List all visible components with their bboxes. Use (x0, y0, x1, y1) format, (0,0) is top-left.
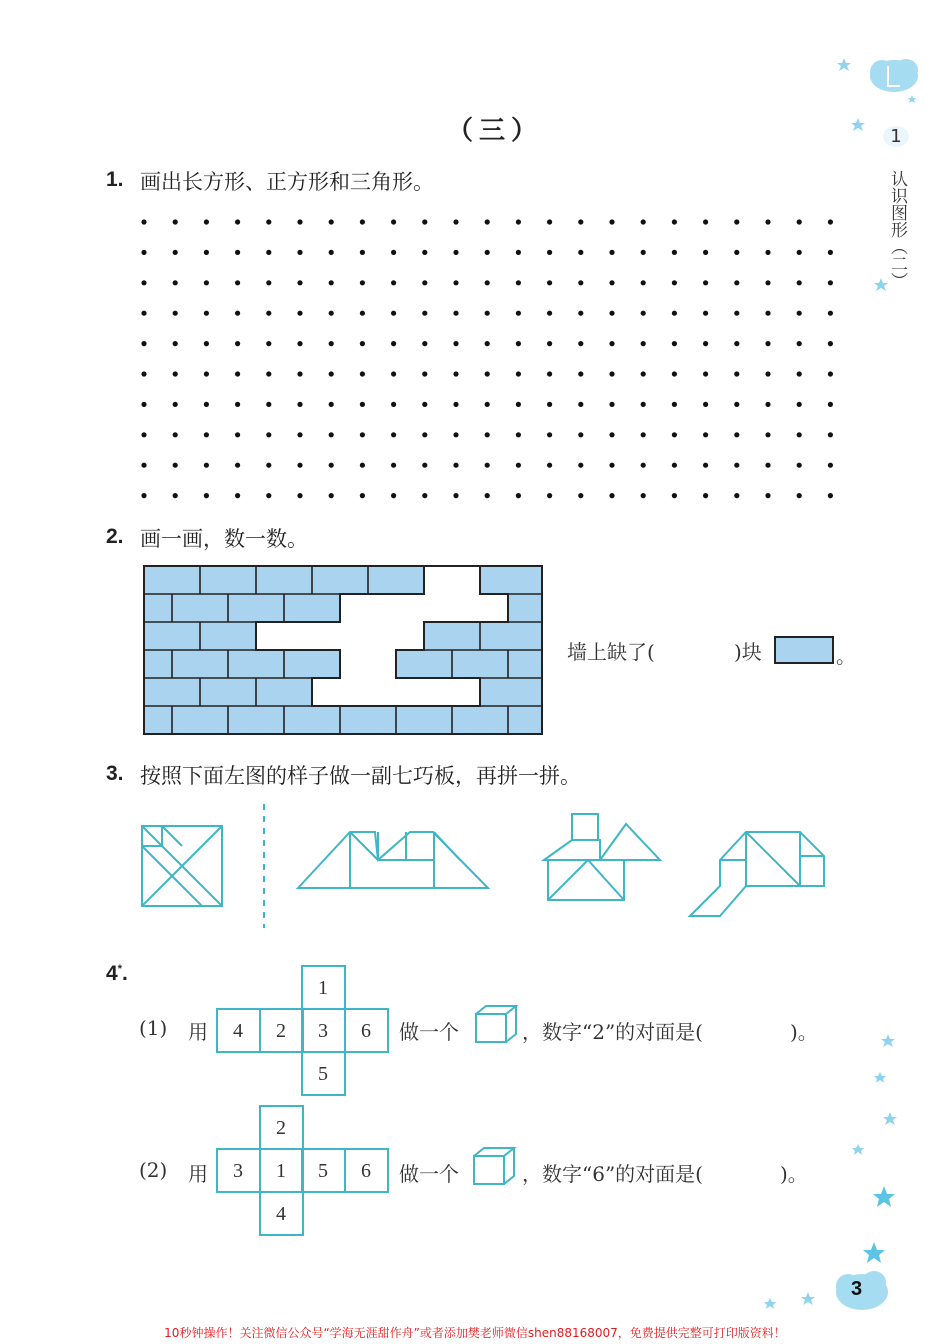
grid-dot[interactable] (204, 432, 209, 437)
grid-dot[interactable] (204, 402, 209, 407)
tangram-figures (130, 800, 850, 935)
grid-dot[interactable] (266, 493, 271, 498)
grid-dot[interactable] (235, 402, 240, 407)
grid-dot[interactable] (578, 250, 583, 255)
cloud-icon (870, 59, 918, 92)
grid-dot[interactable] (360, 311, 365, 316)
grid-dot[interactable] (765, 280, 770, 285)
grid-dot[interactable] (578, 463, 583, 468)
grid-dot[interactable] (641, 280, 646, 285)
grid-dot[interactable] (547, 463, 552, 468)
grid-dot[interactable] (453, 371, 458, 376)
grid-dot[interactable] (641, 432, 646, 437)
grid-dot[interactable] (672, 432, 677, 437)
grid-dot[interactable] (578, 371, 583, 376)
grid-dot[interactable] (141, 341, 146, 346)
bottom-decoration (750, 1020, 950, 1320)
grid-dot[interactable] (547, 311, 552, 316)
net2-top: 2 (276, 1117, 286, 1139)
grid-dot[interactable] (453, 402, 458, 407)
grid-dot[interactable] (734, 280, 739, 285)
grid-dot[interactable] (516, 341, 521, 346)
grid-dot[interactable] (765, 402, 770, 407)
grid-dot[interactable] (609, 432, 614, 437)
q2-answer-prefix: 墙上缺了( (567, 640, 655, 664)
grid-dot[interactable] (703, 219, 708, 224)
grid-dot[interactable] (360, 250, 365, 255)
grid-dot[interactable] (765, 250, 770, 255)
net2-row-3: 6 (361, 1160, 371, 1182)
grid-dot[interactable] (516, 280, 521, 285)
grid-dot[interactable] (485, 280, 490, 285)
grid-dot[interactable] (547, 250, 552, 255)
grid-dot[interactable] (641, 341, 646, 346)
grid-dot[interactable] (141, 493, 146, 498)
grid-dot[interactable] (672, 371, 677, 376)
tangram-square (142, 826, 222, 906)
grid-dot[interactable] (235, 371, 240, 376)
grid-dot[interactable] (360, 219, 365, 224)
grid-dot[interactable] (485, 219, 490, 224)
q4-p2-make: 做一个 (399, 1162, 459, 1186)
grid-dot[interactable] (734, 341, 739, 346)
grid-dot[interactable] (235, 432, 240, 437)
grid-dot[interactable] (297, 493, 302, 498)
grid-dot[interactable] (516, 402, 521, 407)
grid-dot[interactable] (672, 493, 677, 498)
grid-dot[interactable] (703, 280, 708, 285)
q4-p1-make: 做一个 (399, 1020, 459, 1044)
grid-dot[interactable] (173, 371, 178, 376)
grid-dot[interactable] (797, 219, 802, 224)
q4-number (106, 962, 128, 986)
q4-p1-net (216, 964, 392, 1098)
grid-dot[interactable] (422, 250, 427, 255)
grid-dot[interactable] (453, 219, 458, 224)
grid-dot[interactable] (453, 432, 458, 437)
grid-dot[interactable] (204, 219, 209, 224)
grid-dot[interactable] (609, 341, 614, 346)
grid-dot[interactable] (485, 463, 490, 468)
grid-dot[interactable] (578, 493, 583, 498)
grid-dot[interactable] (828, 463, 833, 468)
net1-row-1: 2 (276, 1020, 286, 1042)
grid-dot[interactable] (204, 311, 209, 316)
grid-dot[interactable] (516, 493, 521, 498)
grid-dot[interactable] (485, 402, 490, 407)
grid-dot[interactable] (765, 341, 770, 346)
grid-dot[interactable] (360, 341, 365, 346)
grid-dot[interactable] (422, 311, 427, 316)
grid-dot[interactable] (360, 280, 365, 285)
grid-dot[interactable] (578, 432, 583, 437)
grid-dot[interactable] (578, 402, 583, 407)
grid-dot[interactable] (765, 311, 770, 316)
grid-dot[interactable] (141, 250, 146, 255)
grid-dot[interactable] (329, 250, 334, 255)
grid-dot[interactable] (641, 250, 646, 255)
net1-top: 1 (318, 977, 328, 999)
grid-dot[interactable] (204, 371, 209, 376)
grid-dot[interactable] (297, 250, 302, 255)
dot-grid (130, 208, 850, 508)
grid-dot[interactable] (235, 341, 240, 346)
grid-dot[interactable] (547, 371, 552, 376)
grid-dot[interactable] (485, 341, 490, 346)
cube-icon (472, 1002, 522, 1046)
net1-row-0: 4 (233, 1020, 243, 1042)
grid-dot[interactable] (141, 219, 146, 224)
grid-dot[interactable] (578, 311, 583, 316)
q4-p1-use: 用 (188, 1020, 208, 1044)
unit-number: 1 (883, 126, 909, 147)
grid-dot[interactable] (547, 219, 552, 224)
grid-dot[interactable] (765, 432, 770, 437)
grid-dot[interactable] (204, 463, 209, 468)
grid-dot[interactable] (391, 341, 396, 346)
grid-dot[interactable] (453, 341, 458, 346)
brick-wall (140, 562, 546, 738)
grid-dot[interactable] (547, 432, 552, 437)
grid-dot[interactable] (485, 432, 490, 437)
grid-dot[interactable] (453, 311, 458, 316)
grid-dot[interactable] (734, 219, 739, 224)
grid-dot[interactable] (672, 311, 677, 316)
brick-sample (774, 636, 834, 664)
grid-dot[interactable] (329, 341, 334, 346)
grid-dot[interactable] (516, 250, 521, 255)
grid-dot[interactable] (173, 402, 178, 407)
grid-dot[interactable] (422, 463, 427, 468)
q4-p2-end: )。 (780, 1162, 808, 1186)
net1-row-3: 6 (361, 1020, 371, 1042)
grid-dot[interactable] (578, 280, 583, 285)
grid-dot[interactable] (609, 463, 614, 468)
grid-dot[interactable] (672, 463, 677, 468)
grid-dot[interactable] (703, 250, 708, 255)
grid-dot[interactable] (828, 341, 833, 346)
grid-dot[interactable] (329, 432, 334, 437)
grid-dot[interactable] (828, 493, 833, 498)
grid-dot[interactable] (141, 311, 146, 316)
grid-dot[interactable] (828, 219, 833, 224)
grid-dot[interactable] (391, 280, 396, 285)
footer-notice: 10秒钟操作！关注微信公众号“学海无涯甜作舟”或者添加樊老师微信shen88168007，免费提供完整可打印版资料！ (164, 1326, 786, 1340)
q2-answer-blank[interactable] (672, 636, 734, 662)
grid-dot[interactable] (672, 341, 677, 346)
grid-dot[interactable] (703, 463, 708, 468)
grid-dot[interactable] (828, 280, 833, 285)
grid-dot[interactable] (609, 280, 614, 285)
bridge-figure (298, 832, 488, 888)
grid-dot[interactable] (297, 311, 302, 316)
grid-dot[interactable] (672, 402, 677, 407)
grid-dot[interactable] (360, 493, 365, 498)
q4-dot: . (121, 962, 128, 985)
grid-dot[interactable] (391, 219, 396, 224)
grid-dot[interactable] (422, 493, 427, 498)
grid-dot[interactable] (516, 311, 521, 316)
grid-dot[interactable] (173, 280, 178, 285)
grid-dot[interactable] (797, 311, 802, 316)
grid-dot[interactable] (797, 432, 802, 437)
grid-dot[interactable] (765, 371, 770, 376)
grid-dot[interactable] (703, 432, 708, 437)
grid-dot[interactable] (672, 219, 677, 224)
grid-dot[interactable] (672, 280, 677, 285)
grid-dot[interactable] (641, 402, 646, 407)
grid-dot[interactable] (703, 493, 708, 498)
grid-dot[interactable] (297, 371, 302, 376)
grid-dot[interactable] (235, 250, 240, 255)
grid-dot[interactable] (547, 493, 552, 498)
grid-dot[interactable] (360, 402, 365, 407)
grid-dot[interactable] (297, 341, 302, 346)
q4-star: * (117, 963, 122, 975)
grid-dot[interactable] (485, 493, 490, 498)
grid-dot[interactable] (734, 311, 739, 316)
grid-dot[interactable] (360, 463, 365, 468)
grid-dot[interactable] (609, 219, 614, 224)
net2-row-1: 1 (276, 1160, 286, 1182)
grid-dot[interactable] (204, 250, 209, 255)
grid-dot[interactable] (828, 402, 833, 407)
grid-dot[interactable] (703, 402, 708, 407)
q2-answer-suffix: )块 (734, 640, 762, 664)
grid-dot[interactable] (422, 280, 427, 285)
grid-dot[interactable] (391, 311, 396, 316)
grid-dot[interactable] (141, 463, 146, 468)
q1-number: 1. (106, 168, 124, 191)
house-figure (544, 814, 660, 900)
star-icon (764, 1034, 897, 1309)
grid-dot[interactable] (391, 463, 396, 468)
q2-text: 画一画，数一数。 (140, 527, 308, 551)
net1-bottom: 5 (318, 1063, 328, 1085)
grid-dot[interactable] (173, 463, 178, 468)
grid-dot[interactable] (141, 432, 146, 437)
grid-dot[interactable] (797, 280, 802, 285)
grid-dot[interactable] (641, 493, 646, 498)
grid-dot[interactable] (173, 432, 178, 437)
grid-dot[interactable] (485, 250, 490, 255)
grid-dot[interactable] (329, 371, 334, 376)
q2-end: 。 (836, 644, 856, 668)
unit-title: 认识图形（二） (887, 170, 907, 289)
grid-dot[interactable] (547, 280, 552, 285)
grid-dot[interactable] (516, 371, 521, 376)
grid-dot[interactable] (734, 402, 739, 407)
q3-text: 按照下面左图的样子做一副七巧板，再拼一拼。 (140, 764, 581, 788)
grid-dot[interactable] (797, 402, 802, 407)
grid-dot[interactable] (141, 402, 146, 407)
grid-dot[interactable] (266, 280, 271, 285)
grid-dot[interactable] (578, 341, 583, 346)
shoe-figure (690, 832, 824, 916)
q4-p2-net (216, 1104, 392, 1240)
grid-dot[interactable] (609, 311, 614, 316)
grid-dot[interactable] (391, 432, 396, 437)
q3-number: 3. (106, 762, 124, 785)
grid-dot[interactable] (609, 250, 614, 255)
grid-dot[interactable] (173, 341, 178, 346)
cube-icon (470, 1144, 520, 1188)
grid-dot[interactable] (734, 493, 739, 498)
grid-dot[interactable] (266, 341, 271, 346)
q1-text: 画出长方形、正方形和三角形。 (140, 170, 434, 194)
grid-dot[interactable] (453, 280, 458, 285)
grid-dot[interactable] (703, 371, 708, 376)
net2-row-0: 3 (233, 1160, 243, 1182)
grid-dot[interactable] (141, 280, 146, 285)
grid-dot[interactable] (828, 432, 833, 437)
grid-dot[interactable] (329, 280, 334, 285)
grid-dot[interactable] (797, 341, 802, 346)
grid-dot[interactable] (173, 493, 178, 498)
grid-dot[interactable] (329, 311, 334, 316)
grid-dot[interactable] (204, 280, 209, 285)
q4-p1-label: (1) (139, 1016, 168, 1040)
grid-dot[interactable] (765, 493, 770, 498)
grid-dot[interactable] (173, 311, 178, 316)
grid-dot[interactable] (360, 432, 365, 437)
grid-dot[interactable] (204, 341, 209, 346)
grid-dot[interactable] (547, 341, 552, 346)
grid-dot[interactable] (173, 219, 178, 224)
grid-dot[interactable] (485, 311, 490, 316)
grid-dot[interactable] (235, 280, 240, 285)
grid-dot[interactable] (235, 219, 240, 224)
grid-dot[interactable] (235, 493, 240, 498)
q4-p1-question: ，数字“2”的对面是( (522, 1020, 703, 1044)
grid-dot[interactable] (703, 311, 708, 316)
grid-dot[interactable] (391, 493, 396, 498)
grid-dot[interactable] (734, 432, 739, 437)
grid-dot[interactable] (703, 341, 708, 346)
grid-dot[interactable] (641, 463, 646, 468)
grid-dot[interactable] (173, 250, 178, 255)
grid-dot[interactable] (297, 432, 302, 437)
grid-dot[interactable] (516, 219, 521, 224)
net1-row-2: 3 (318, 1020, 328, 1042)
grid-dot[interactable] (204, 493, 209, 498)
q4-p1-end: )。 (790, 1020, 818, 1044)
grid-dot[interactable] (641, 219, 646, 224)
grid-dot[interactable] (422, 432, 427, 437)
q2-number: 2. (106, 525, 124, 548)
grid-dot[interactable] (485, 371, 490, 376)
grid-dot[interactable] (609, 493, 614, 498)
grid-dot[interactable] (609, 371, 614, 376)
net2-row-2: 5 (318, 1160, 328, 1182)
grid-dot[interactable] (734, 250, 739, 255)
grid-dot[interactable] (329, 219, 334, 224)
grid-dot[interactable] (453, 463, 458, 468)
grid-dot[interactable] (141, 371, 146, 376)
grid-dot[interactable] (266, 402, 271, 407)
grid-dot[interactable] (828, 250, 833, 255)
grid-dot[interactable] (734, 371, 739, 376)
grid-dot[interactable] (329, 493, 334, 498)
grid-dot[interactable] (797, 463, 802, 468)
grid-dot[interactable] (329, 402, 334, 407)
grid-dot[interactable] (578, 219, 583, 224)
grid-dot[interactable] (235, 463, 240, 468)
grid-dot[interactable] (266, 250, 271, 255)
grid-dot[interactable] (266, 311, 271, 316)
section-title: （三） (447, 116, 544, 146)
grid-dot[interactable] (797, 371, 802, 376)
grid-dot[interactable] (422, 371, 427, 376)
grid-dot[interactable] (516, 432, 521, 437)
grid-dot[interactable] (641, 311, 646, 316)
grid-dot[interactable] (422, 341, 427, 346)
grid-dot[interactable] (609, 402, 614, 407)
grid-dot[interactable] (734, 463, 739, 468)
grid-dot[interactable] (828, 371, 833, 376)
grid-dot[interactable] (672, 250, 677, 255)
grid-dot[interactable] (765, 219, 770, 224)
grid-dot[interactable] (828, 311, 833, 316)
net2-bottom: 4 (276, 1203, 286, 1225)
grid-dot[interactable] (266, 371, 271, 376)
grid-dot[interactable] (516, 463, 521, 468)
grid-dot[interactable] (266, 432, 271, 437)
grid-dot[interactable] (297, 463, 302, 468)
grid-dot[interactable] (641, 371, 646, 376)
grid-dot[interactable] (391, 250, 396, 255)
grid-dot[interactable] (547, 402, 552, 407)
grid-dot[interactable] (297, 219, 302, 224)
grid-dot[interactable] (797, 493, 802, 498)
grid-dot[interactable] (453, 493, 458, 498)
grid-dot[interactable] (422, 219, 427, 224)
q4-p2-question: ，数字“6”的对面是( (522, 1162, 703, 1186)
grid-dot[interactable] (329, 463, 334, 468)
grid-dot[interactable] (360, 371, 365, 376)
q4-p2-use: 用 (188, 1162, 208, 1186)
grid-dot[interactable] (391, 371, 396, 376)
grid-dot[interactable] (266, 219, 271, 224)
grid-dot[interactable] (797, 250, 802, 255)
grid-dot[interactable] (391, 402, 396, 407)
q4-p2-label: (2) (139, 1158, 168, 1182)
grid-dot[interactable] (266, 463, 271, 468)
grid-dot[interactable] (235, 311, 240, 316)
grid-dot[interactable] (297, 402, 302, 407)
grid-dot[interactable] (422, 402, 427, 407)
grid-dot[interactable] (453, 250, 458, 255)
page-number: 3 (851, 1278, 863, 1300)
q4-number-digit: 4 (106, 962, 118, 985)
grid-dot[interactable] (765, 463, 770, 468)
grid-dot[interactable] (297, 280, 302, 285)
